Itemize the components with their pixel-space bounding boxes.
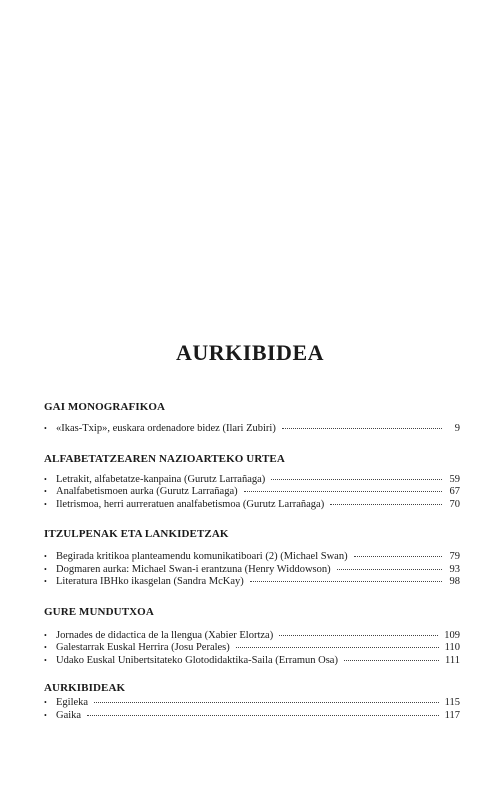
toc-entry[interactable] xyxy=(44,655,460,668)
entry-title: Dogmaren aurka: Michael Swan-i erantzuna (Henry Widdowson) xyxy=(56,563,331,575)
toc-entry[interactable] xyxy=(44,697,460,710)
entry-title: Iletrismoa, herri aurreratuen analfabetismoa (Gurutz Larrañaga) xyxy=(56,498,325,510)
entry-title: Udako Euskal Unibertsitateko Glotodidaktika-Saila (Erramun Osa) xyxy=(56,654,338,666)
bullet-icon: • xyxy=(44,655,47,665)
toc-section xyxy=(44,679,460,722)
page-number: 110 xyxy=(444,642,460,653)
entry-title: Jornades de didactica de la llengua (Xabier Elortza) xyxy=(56,629,274,641)
bullet-icon: • xyxy=(44,698,47,707)
dot-leader xyxy=(271,478,442,480)
dot-leader xyxy=(282,427,442,429)
bullet-icon: • xyxy=(44,424,47,433)
toc-entry[interactable] xyxy=(44,630,460,643)
dot-leader xyxy=(344,659,439,661)
bullet-icon: • xyxy=(44,710,47,720)
toc-section xyxy=(44,398,460,436)
section-heading: GAI MONOGRAFIKOA xyxy=(44,401,166,413)
bullet-icon: • xyxy=(44,643,47,652)
entry-title: Egileka xyxy=(56,697,89,708)
toc-section xyxy=(44,525,460,589)
entry-title: Gaika xyxy=(56,709,82,721)
dot-leader xyxy=(236,646,439,648)
bullet-icon: • xyxy=(44,499,47,509)
toc-entry[interactable] xyxy=(44,474,460,487)
toc-entry[interactable] xyxy=(44,642,460,655)
page-number: 109 xyxy=(444,629,460,641)
page-number: 59 xyxy=(449,473,460,485)
toc-entry[interactable] xyxy=(44,423,460,436)
page-number: 98 xyxy=(449,576,460,587)
page-number: 70 xyxy=(449,498,460,510)
dot-leader xyxy=(250,580,442,582)
entry-title: «Ikas-Txip», euskara ordenadore bidez (Ilari Zubiri) xyxy=(56,423,276,434)
bullet-icon: • xyxy=(44,487,47,496)
toc-entry[interactable] xyxy=(44,564,460,577)
toc-entry[interactable] xyxy=(44,486,460,499)
dot-leader xyxy=(354,555,442,557)
table-of-contents xyxy=(44,398,460,722)
toc-section xyxy=(44,603,460,668)
section-heading: GURE MUNDUTXOA xyxy=(44,605,154,618)
page-number: 79 xyxy=(449,551,460,562)
entry-title: Galestarrak Euskal Herrira (Josu Perales) xyxy=(56,642,230,653)
dot-leader xyxy=(87,714,439,716)
toc-entry[interactable] xyxy=(44,551,460,564)
toc-entry[interactable] xyxy=(44,710,460,723)
entry-title: Begirada kritikoa planteamendu komunikatiboari (2) (Michael Swan) xyxy=(56,551,348,562)
dot-leader xyxy=(244,490,442,492)
page-number: 111 xyxy=(445,654,460,666)
bullet-icon: • xyxy=(44,577,47,586)
page-number: 115 xyxy=(444,697,460,708)
toc-section xyxy=(44,450,460,512)
bullet-icon: • xyxy=(44,564,47,574)
toc-entry[interactable] xyxy=(44,576,460,589)
dot-leader xyxy=(279,634,438,636)
toc-entry[interactable] xyxy=(44,499,460,512)
dot-leader xyxy=(330,503,442,505)
entry-title: Literatura IBHko ikasgelan (Sandra McKay) xyxy=(56,576,244,587)
page-number: 93 xyxy=(449,563,460,575)
dot-leader xyxy=(337,568,442,570)
page-number: 9 xyxy=(454,423,460,434)
page-number: 117 xyxy=(444,709,460,721)
bullet-icon: • xyxy=(44,552,47,561)
bullet-icon: • xyxy=(44,630,47,640)
section-heading: AURKIBIDEAK xyxy=(44,682,126,694)
page-number: 67 xyxy=(449,486,460,497)
section-heading: ITZULPENAK ETA LANKIDETZAK xyxy=(44,528,229,540)
entry-title: Analfabetismoen aurka (Gurutz Larrañaga) xyxy=(56,486,238,497)
section-heading: ALFABETATZEAREN NAZIOARTEKO URTEA xyxy=(44,452,285,465)
page-title: AURKIBIDEA xyxy=(175,340,325,365)
bullet-icon: • xyxy=(44,474,47,484)
dot-leader xyxy=(94,701,439,703)
entry-title: Letrakit, alfabetatze-kanpaina (Gurutz Larrañaga) xyxy=(56,473,266,485)
